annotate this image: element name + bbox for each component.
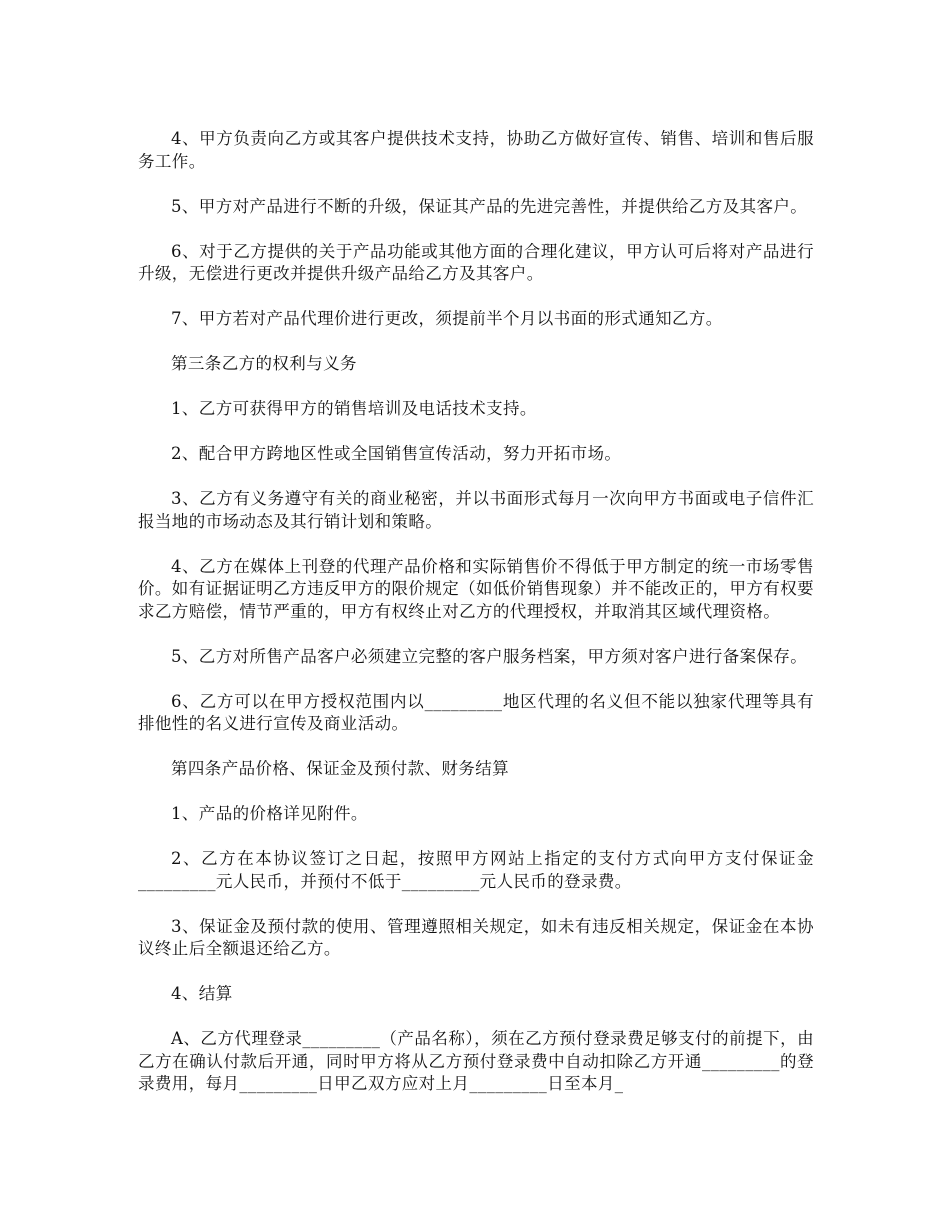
paragraph-settlement-a: A、乙方代理登录_________（产品名称），须在乙方预付登录费足够支付的前提下，由乙方在确认付款后开通，同时甲方将从乙方预付登录费中自动扣除乙方开通_________的登录费用，每月_________日甲乙双方应对上月_________日至本月_ (138, 1029, 814, 1093)
paragraph-party-a-upgrade: 5、甲方对产品进行不断的升级，保证其产品的先进完善性，并提供给乙方及其客户。 (171, 196, 808, 216)
paragraph-party-a-suggestions: 6、对于乙方提供的关于产品功能或其他方面的合理化建议，甲方认可后将对产品进行升级，无偿进行更改并提供升级产品给乙方及其客户。 (138, 241, 814, 283)
paragraph-party-a-price-change: 7、甲方若对产品代理价进行更改，须提前半个月以书面的形式通知乙方。 (171, 309, 723, 328)
paragraph-party-a-tech-support: 4、甲方负责向乙方或其客户提供技术支持，协助乙方做好宣传、销售、培训和售后服务工作。 (138, 129, 814, 171)
paragraph-party-b-regional-agent: 6、乙方可以在甲方授权范围内以_________地区代理的名义但不能以独家代理等具有排他性的名义进行宣传及商业活动。 (138, 691, 814, 733)
paragraph-settlement-heading: 4、结算 (171, 984, 233, 1003)
section-heading-article-3: 第三条乙方的权利与义务 (171, 354, 357, 373)
paragraph-party-b-promotion: 2、配合甲方跨地区性或全国销售宣传活动，努力开拓市场。 (171, 444, 622, 463)
paragraph-party-b-confidentiality: 3、乙方有义务遵守有关的商业秘密，并以书面形式每月一次向甲方书面或电子信件汇报当地的市场动态及其行销计划和策略。 (138, 489, 814, 531)
paragraph-party-b-customer-records: 5、乙方对所售产品客户必须建立完整的客户服务档案，甲方须对客户进行备案保存。 (171, 646, 808, 666)
paragraph-party-b-pricing: 4、乙方在媒体上刊登的代理产品价格和实际销售价不得低于甲方制定的统一市场零售价。如有证据证明乙方违反甲方的限价规定（如低价销售现象）并不能改正的，甲方有权要求乙方赔偿，情节严重的，甲方有权终止对乙方的代理授权，并取消其区域代理资格。 (138, 556, 814, 621)
paragraph-deposit-payment: 2、乙方在本协议签订之日起，按照甲方网站上指定的支付方式向甲方支付保证金_________元人民币，并预付不低于_________元人民币的登录费。 (138, 849, 814, 891)
paragraph-price-annex: 1、产品的价格详见附件。 (171, 804, 368, 823)
section-heading-article-4: 第四条产品价格、保证金及预付款、财务结算 (171, 759, 509, 778)
paragraph-party-b-training: 1、乙方可获得甲方的销售培训及电话技术支持。 (171, 399, 537, 418)
paragraph-deposit-refund: 3、保证金及预付款的使用、管理遵照相关规定，如未有违反相关规定，保证金在本协议终止后全额退还给乙方。 (138, 916, 814, 958)
document-page (138, 128, 814, 1118)
